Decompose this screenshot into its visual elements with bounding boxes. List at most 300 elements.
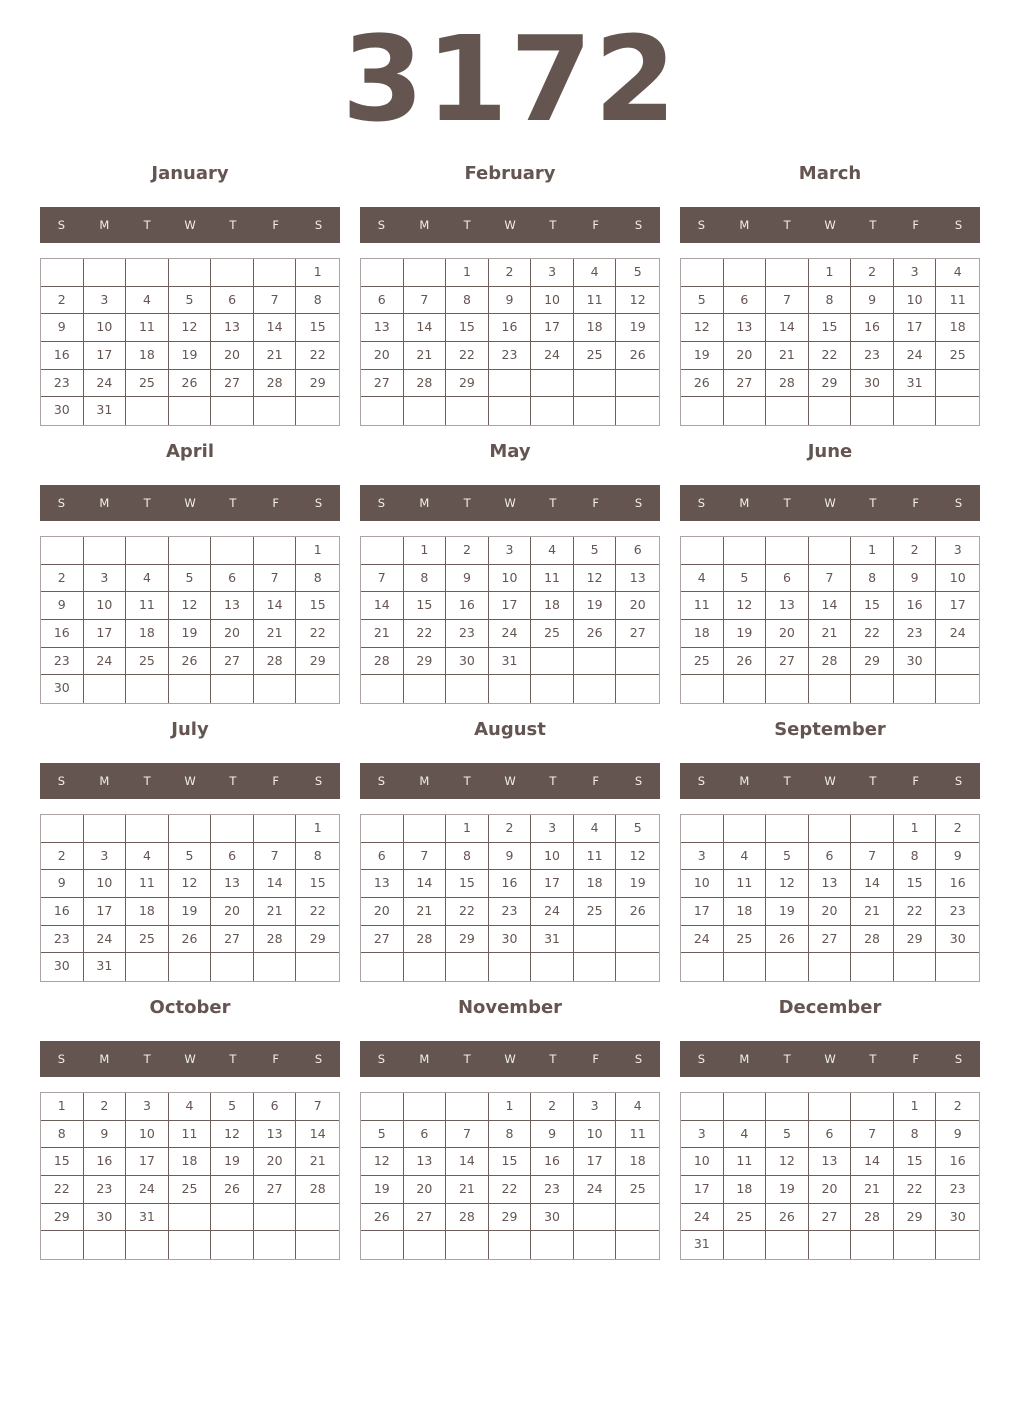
day-cell: 17 <box>681 1176 724 1204</box>
year-title: 3172 <box>341 10 679 148</box>
weekday-label: W <box>504 218 516 232</box>
empty-cell <box>766 1093 809 1121</box>
day-cell: 29 <box>296 926 339 954</box>
day-cell: 23 <box>936 898 979 926</box>
day-cell: 26 <box>681 370 724 398</box>
day-cell: 25 <box>616 1176 659 1204</box>
day-cell: 21 <box>851 898 894 926</box>
empty-cell <box>851 1093 894 1121</box>
month-title: January <box>151 163 229 184</box>
day-cell: 11 <box>724 1148 767 1176</box>
day-cell: 7 <box>766 287 809 315</box>
day-cell: 27 <box>361 926 404 954</box>
day-cell: 5 <box>766 1121 809 1149</box>
day-cell: 25 <box>531 620 574 648</box>
weekday-label: T <box>229 218 237 232</box>
day-cell: 25 <box>724 1204 767 1232</box>
empty-cell <box>766 815 809 843</box>
weekday-label: T <box>549 218 557 232</box>
empty-cell <box>936 648 979 676</box>
day-cell: 30 <box>41 675 84 703</box>
day-cell: 18 <box>936 314 979 342</box>
day-cell: 21 <box>851 1176 894 1204</box>
weekday-label: S <box>57 496 66 510</box>
day-cell: 3 <box>84 565 127 593</box>
day-cell: 8 <box>446 287 489 315</box>
day-cell: 20 <box>211 342 254 370</box>
day-grid <box>360 258 660 426</box>
empty-cell <box>126 815 169 843</box>
day-cell: 10 <box>489 565 532 593</box>
day-cell: 8 <box>296 843 339 871</box>
empty-cell <box>296 675 339 703</box>
empty-cell <box>84 1231 127 1259</box>
day-cell: 12 <box>211 1121 254 1149</box>
day-cell: 14 <box>296 1121 339 1149</box>
day-cell: 15 <box>41 1148 84 1176</box>
day-cell: 24 <box>489 620 532 648</box>
weekday-label: S <box>697 774 706 788</box>
empty-cell <box>851 1231 894 1259</box>
weekday-label: W <box>824 774 836 788</box>
empty-cell <box>41 537 84 565</box>
day-cell: 21 <box>404 898 447 926</box>
day-cell: 13 <box>361 314 404 342</box>
weekday-label: F <box>592 496 600 510</box>
month-title: November <box>457 997 563 1018</box>
empty-cell <box>681 397 724 425</box>
weekday-label: M <box>99 218 110 232</box>
day-cell: 19 <box>616 870 659 898</box>
day-cell: 10 <box>84 870 127 898</box>
empty-cell <box>936 370 979 398</box>
day-cell: 15 <box>296 870 339 898</box>
day-cell: 18 <box>574 314 617 342</box>
day-cell: 26 <box>169 648 212 676</box>
empty-cell <box>894 397 937 425</box>
day-cell: 8 <box>296 287 339 315</box>
empty-cell <box>809 1231 852 1259</box>
day-cell: 27 <box>211 926 254 954</box>
day-cell: 27 <box>211 648 254 676</box>
day-cell: 4 <box>936 259 979 287</box>
day-cell: 24 <box>936 620 979 648</box>
day-cell: 13 <box>211 870 254 898</box>
weekday-label: T <box>143 218 151 232</box>
empty-cell <box>574 1231 617 1259</box>
empty-cell <box>254 1231 297 1259</box>
day-cell: 16 <box>84 1148 127 1176</box>
day-cell: 29 <box>894 926 937 954</box>
day-grid <box>40 814 340 982</box>
day-cell: 22 <box>809 342 852 370</box>
empty-cell <box>169 953 212 981</box>
empty-cell <box>851 397 894 425</box>
day-cell: 5 <box>574 537 617 565</box>
weekday-header <box>680 763 980 799</box>
empty-cell <box>724 675 767 703</box>
day-cell: 5 <box>766 843 809 871</box>
day-cell: 16 <box>41 898 84 926</box>
empty-cell <box>296 1204 339 1232</box>
day-cell: 22 <box>489 1176 532 1204</box>
empty-cell <box>489 675 532 703</box>
weekday-label: T <box>229 774 237 788</box>
empty-cell <box>724 1231 767 1259</box>
day-cell: 16 <box>489 314 532 342</box>
day-cell: 3 <box>531 259 574 287</box>
day-cell: 26 <box>361 1204 404 1232</box>
day-cell: 28 <box>766 370 809 398</box>
day-cell: 16 <box>531 1148 574 1176</box>
month-title: December <box>778 997 882 1018</box>
day-cell: 3 <box>84 843 127 871</box>
day-grid <box>360 536 660 704</box>
empty-cell <box>41 259 84 287</box>
day-cell: 3 <box>936 537 979 565</box>
day-cell: 17 <box>531 870 574 898</box>
empty-cell <box>766 675 809 703</box>
day-cell: 27 <box>616 620 659 648</box>
weekday-label: F <box>912 496 920 510</box>
day-cell: 7 <box>404 287 447 315</box>
weekday-label: S <box>377 496 386 510</box>
day-cell: 7 <box>254 843 297 871</box>
empty-cell <box>574 675 617 703</box>
day-cell: 10 <box>681 1148 724 1176</box>
weekday-label: S <box>634 496 643 510</box>
weekday-label: S <box>954 1052 963 1066</box>
day-cell: 12 <box>681 314 724 342</box>
day-cell: 6 <box>211 843 254 871</box>
day-cell: 29 <box>41 1204 84 1232</box>
day-cell: 6 <box>616 537 659 565</box>
day-cell: 1 <box>41 1093 84 1121</box>
day-cell: 23 <box>84 1176 127 1204</box>
empty-cell <box>724 397 767 425</box>
day-cell: 12 <box>574 565 617 593</box>
day-cell: 1 <box>404 537 447 565</box>
day-cell: 31 <box>84 953 127 981</box>
empty-cell <box>574 926 617 954</box>
day-cell: 17 <box>681 898 724 926</box>
day-cell: 18 <box>126 342 169 370</box>
empty-cell <box>531 397 574 425</box>
weekday-label: F <box>912 1052 920 1066</box>
day-cell: 23 <box>446 620 489 648</box>
empty-cell <box>404 259 447 287</box>
day-cell: 14 <box>851 870 894 898</box>
weekday-label: W <box>504 1052 516 1066</box>
day-cell: 2 <box>936 815 979 843</box>
weekday-label: M <box>419 496 430 510</box>
day-cell: 14 <box>254 592 297 620</box>
month-title: July <box>171 719 209 740</box>
day-cell: 5 <box>169 287 212 315</box>
weekday-label: S <box>697 496 706 510</box>
day-cell: 4 <box>574 259 617 287</box>
day-cell: 20 <box>809 898 852 926</box>
day-cell: 27 <box>809 926 852 954</box>
empty-cell <box>531 648 574 676</box>
day-cell: 28 <box>404 926 447 954</box>
day-cell: 11 <box>126 592 169 620</box>
day-cell: 11 <box>574 843 617 871</box>
day-cell: 20 <box>254 1148 297 1176</box>
weekday-label: S <box>377 774 386 788</box>
empty-cell <box>296 397 339 425</box>
weekday-label: S <box>57 1052 66 1066</box>
empty-cell <box>681 815 724 843</box>
day-cell: 26 <box>766 1204 809 1232</box>
weekday-header <box>40 1041 340 1077</box>
empty-cell <box>489 953 532 981</box>
day-cell: 12 <box>724 592 767 620</box>
day-cell: 8 <box>809 287 852 315</box>
day-cell: 9 <box>84 1121 127 1149</box>
day-cell: 19 <box>361 1176 404 1204</box>
day-cell: 11 <box>169 1121 212 1149</box>
weekday-label: T <box>143 496 151 510</box>
day-cell: 24 <box>681 926 724 954</box>
day-cell: 11 <box>574 287 617 315</box>
day-cell: 5 <box>616 259 659 287</box>
empty-cell <box>361 1093 404 1121</box>
day-cell: 26 <box>169 370 212 398</box>
day-cell: 3 <box>894 259 937 287</box>
day-cell: 2 <box>489 259 532 287</box>
day-cell: 25 <box>126 370 169 398</box>
weekday-label: S <box>314 218 323 232</box>
day-cell: 1 <box>296 259 339 287</box>
day-cell: 12 <box>361 1148 404 1176</box>
day-cell: 24 <box>84 926 127 954</box>
day-cell: 12 <box>169 870 212 898</box>
day-cell: 1 <box>446 815 489 843</box>
day-cell: 10 <box>84 592 127 620</box>
empty-cell <box>211 259 254 287</box>
weekday-header <box>360 207 660 243</box>
day-cell: 15 <box>851 592 894 620</box>
day-cell: 2 <box>489 815 532 843</box>
day-cell: 3 <box>574 1093 617 1121</box>
day-cell: 18 <box>724 1176 767 1204</box>
empty-cell <box>254 675 297 703</box>
day-cell: 7 <box>254 565 297 593</box>
day-cell: 14 <box>361 592 404 620</box>
day-cell: 2 <box>41 565 84 593</box>
day-cell: 4 <box>724 1121 767 1149</box>
day-cell: 9 <box>531 1121 574 1149</box>
empty-cell <box>766 537 809 565</box>
empty-cell <box>254 815 297 843</box>
day-cell: 16 <box>41 342 84 370</box>
day-cell: 31 <box>681 1231 724 1259</box>
day-cell: 21 <box>809 620 852 648</box>
empty-cell <box>254 537 297 565</box>
day-cell: 26 <box>211 1176 254 1204</box>
day-cell: 30 <box>489 926 532 954</box>
day-cell: 15 <box>404 592 447 620</box>
empty-cell <box>404 397 447 425</box>
empty-cell <box>404 675 447 703</box>
day-cell: 30 <box>936 1204 979 1232</box>
day-cell: 8 <box>296 565 339 593</box>
day-cell: 29 <box>809 370 852 398</box>
day-cell: 17 <box>489 592 532 620</box>
day-cell: 6 <box>809 843 852 871</box>
empty-cell <box>254 259 297 287</box>
weekday-label: F <box>912 218 920 232</box>
day-cell: 13 <box>766 592 809 620</box>
empty-cell <box>574 953 617 981</box>
empty-cell <box>766 1231 809 1259</box>
day-cell: 6 <box>361 287 404 315</box>
day-cell: 23 <box>531 1176 574 1204</box>
empty-cell <box>936 675 979 703</box>
empty-cell <box>616 648 659 676</box>
empty-cell <box>126 537 169 565</box>
day-cell: 26 <box>574 620 617 648</box>
month-title: September <box>774 719 886 740</box>
day-cell: 24 <box>84 648 127 676</box>
weekday-label: T <box>869 1052 877 1066</box>
empty-cell <box>531 370 574 398</box>
empty-cell <box>574 1204 617 1232</box>
day-cell: 12 <box>766 1148 809 1176</box>
day-cell: 14 <box>404 314 447 342</box>
empty-cell <box>809 397 852 425</box>
day-cell: 31 <box>84 397 127 425</box>
weekday-label: S <box>634 1052 643 1066</box>
day-cell: 27 <box>211 370 254 398</box>
empty-cell <box>404 1093 447 1121</box>
day-cell: 19 <box>169 898 212 926</box>
day-cell: 6 <box>211 287 254 315</box>
day-cell: 17 <box>84 620 127 648</box>
day-cell: 31 <box>489 648 532 676</box>
day-cell: 8 <box>404 565 447 593</box>
day-cell: 8 <box>851 565 894 593</box>
day-cell: 5 <box>169 565 212 593</box>
day-cell: 3 <box>681 843 724 871</box>
day-cell: 7 <box>404 843 447 871</box>
day-cell: 4 <box>126 843 169 871</box>
day-cell: 1 <box>851 537 894 565</box>
empty-cell <box>936 953 979 981</box>
day-cell: 16 <box>489 870 532 898</box>
day-cell: 18 <box>531 592 574 620</box>
day-cell: 14 <box>851 1148 894 1176</box>
day-cell: 1 <box>296 537 339 565</box>
day-cell: 26 <box>616 342 659 370</box>
day-cell: 13 <box>616 565 659 593</box>
empty-cell <box>169 1231 212 1259</box>
empty-cell <box>126 675 169 703</box>
empty-cell <box>254 1204 297 1232</box>
empty-cell <box>41 815 84 843</box>
day-cell: 21 <box>254 342 297 370</box>
day-cell: 19 <box>574 592 617 620</box>
empty-cell <box>169 537 212 565</box>
month-title: October <box>149 997 231 1018</box>
empty-cell <box>681 675 724 703</box>
day-cell: 20 <box>361 342 404 370</box>
empty-cell <box>126 397 169 425</box>
day-cell: 25 <box>574 898 617 926</box>
weekday-label: W <box>184 496 196 510</box>
day-cell: 25 <box>936 342 979 370</box>
day-cell: 6 <box>724 287 767 315</box>
day-cell: 27 <box>724 370 767 398</box>
day-cell: 21 <box>361 620 404 648</box>
day-cell: 23 <box>41 370 84 398</box>
day-cell: 8 <box>894 843 937 871</box>
empty-cell <box>936 1231 979 1259</box>
weekday-header <box>360 763 660 799</box>
day-cell: 12 <box>766 870 809 898</box>
empty-cell <box>169 675 212 703</box>
day-cell: 28 <box>404 370 447 398</box>
day-cell: 19 <box>169 342 212 370</box>
day-cell: 22 <box>446 898 489 926</box>
empty-cell <box>489 370 532 398</box>
day-cell: 28 <box>254 370 297 398</box>
weekday-label: F <box>272 1052 280 1066</box>
weekday-label: M <box>99 774 110 788</box>
empty-cell <box>361 537 404 565</box>
empty-cell <box>361 397 404 425</box>
day-grid <box>40 536 340 704</box>
day-cell: 14 <box>254 870 297 898</box>
weekday-label: M <box>419 1052 430 1066</box>
empty-cell <box>616 953 659 981</box>
day-cell: 11 <box>724 870 767 898</box>
day-cell: 5 <box>681 287 724 315</box>
day-cell: 7 <box>809 565 852 593</box>
day-cell: 15 <box>809 314 852 342</box>
day-cell: 27 <box>361 370 404 398</box>
weekday-label: S <box>634 774 643 788</box>
day-cell: 31 <box>531 926 574 954</box>
day-cell: 9 <box>41 592 84 620</box>
weekday-label: W <box>504 496 516 510</box>
day-cell: 24 <box>126 1176 169 1204</box>
empty-cell <box>724 1093 767 1121</box>
day-cell: 22 <box>41 1176 84 1204</box>
day-cell: 4 <box>724 843 767 871</box>
day-cell: 30 <box>851 370 894 398</box>
empty-cell <box>126 259 169 287</box>
day-cell: 24 <box>894 342 937 370</box>
empty-cell <box>681 537 724 565</box>
day-cell: 18 <box>169 1148 212 1176</box>
day-cell: 3 <box>531 815 574 843</box>
day-cell: 9 <box>41 314 84 342</box>
empty-cell <box>894 953 937 981</box>
day-cell: 20 <box>724 342 767 370</box>
day-cell: 5 <box>169 843 212 871</box>
day-cell: 10 <box>681 870 724 898</box>
day-cell: 2 <box>84 1093 127 1121</box>
day-cell: 17 <box>84 342 127 370</box>
empty-cell <box>361 815 404 843</box>
weekday-header <box>680 207 980 243</box>
day-grid <box>40 258 340 426</box>
weekday-header <box>680 485 980 521</box>
empty-cell <box>616 1204 659 1232</box>
day-cell: 13 <box>211 592 254 620</box>
